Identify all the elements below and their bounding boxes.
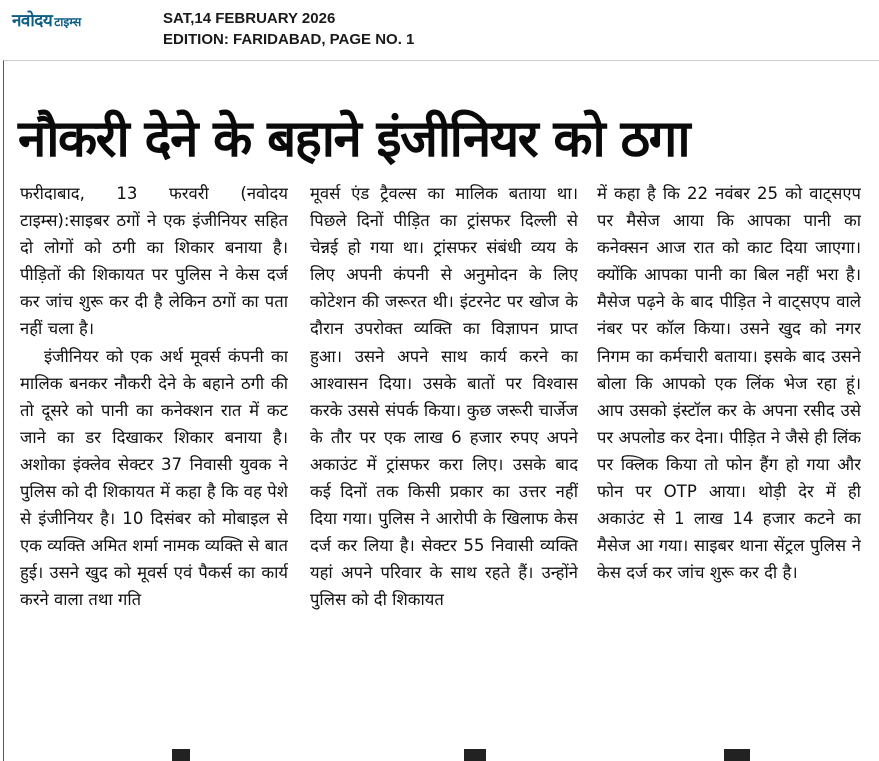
next-article-cutoff — [164, 743, 864, 761]
cutoff-glyph — [464, 749, 486, 761]
cutoff-glyph — [172, 749, 190, 761]
article-column-3 — [597, 180, 861, 740]
edition-line: EDITION: FARIDABAD, PAGE NO. 1 — [163, 31, 415, 48]
column-2-paragraph-1: मूवर्स एंड ट्रैवल्स का मालिक बताया था। पिछले दिनों पीड़ित का ट्रांसफर दिल्ली से चेन्नई हो गया था। ट्रांसफर संबंधी व्यय के लिए अपनी कंपनी से अनुमोदन के लिए कोटेशन की जरूरत थी। इंटरनेट पर खोज के दौरान उपरोक्त व्यक्ति का विज्ञापन प्राप्त हुआ। उसने अपने साथ कार्य करने का आश्वासन दिया। उसके बातों पर विश्वास करके उससे संपर्क किया। कुछ जरूरी चार्जेज के तौर पर एक लाख 6 हजार रुपए अपने अकाउंट में ट्रांसफर करा लिए। उसके बाद कई दिनों तक किसी प्रकार का उत्तर नहीं दिया गया। पुलिस ने आरोपी के खिलाफ केस दर्ज कर लिया है। सेक्टर 55 निवासी व्यक्ति यहां अपने परिवार के साथ रहते हैं। उन्होंने पुलिस को दी शिकायत — [310, 184, 578, 610]
column-1-paragraph-2: इंजीनियर को एक अर्थ मूवर्स कंपनी का मालिक बनकर नौकरी देने के बहाने ठगी की तो दूसरे को पानी का कनेक्शन रात में कट जाने का डर दिखाकर शिकार बनाया है।अशोका इंक्लेव सेक्टर 37 निवासी युवक ने पुलिस को दी शिकायत में कहा है कि वह पेशे से इंजीनियर है। 10 दिसंबर को मोबाइल से एक व्यक्ति अमित शर्मा नामक व्यक्ति से बात हुई। उसने खुद को मूवर्स एवं पैकर्स का कार्य करने वाला तथा गति — [20, 346, 288, 610]
article-column-1 — [20, 180, 288, 740]
article-clipping — [3, 60, 879, 761]
column-3-paragraph-1: में कहा है कि 22 नवंबर 25 को वाट्सएप पर मैसेज आया कि आपका पानी का कनेक्सन आज रात को काट दिया जाएगा। क्योंकि आपका पानी का बिल नहीं भरा है। मैसेज पढ़ने के बाद पीड़ित ने वाट्सएप वाले नंबर पर कॉल किया। उसने खुद को नगर निगम का कर्मचारी बताया। इसके बाद उसने बोला कि आपको एक लिंक भेज रहा हूं। आप उसको इंस्टॉल कर के अपना रसीद उसे पर अपलोड कर देना। पीड़ित ने जैसे ही लिंक पर क्लिक किया तो फोन हैंग हो गया और फोन पर OTP आया। थोड़ी देर में ही अकाउंट से 1 लाख 14 हजार कटने का मैसेज आ गया। साइबर थाना सेंट्रल पुलिस ने केस दर्ज कर जांच शुरू कर दी है। — [597, 184, 861, 583]
article-column-2 — [310, 180, 578, 740]
article-headline: नौकरी देने के बहाने इंजीनियर को ठगा — [18, 110, 690, 169]
masthead — [0, 0, 879, 58]
date-line: SAT,14 FEBRUARY 2026 — [163, 10, 336, 27]
logo-main-text: नवोदय — [12, 11, 53, 31]
newspaper-logo[interactable] — [12, 8, 81, 30]
column-1-paragraph-1: फरीदाबाद, 13 फरवरी (नवोदय टाइम्स):साइबर ठगों ने एक इंजीनियर सहित दो लोगों को ठगी का शिकार बनाया है। पीड़ितों की शिकायत पर पुलिस ने केस दर्ज कर जांच शुरू कर दी है लेकिन ठगों का पता नहीं चला है। — [20, 184, 288, 339]
cutoff-glyph — [724, 749, 750, 761]
logo-sub-text: टाइम्स — [54, 15, 82, 29]
edition-info — [163, 8, 414, 50]
